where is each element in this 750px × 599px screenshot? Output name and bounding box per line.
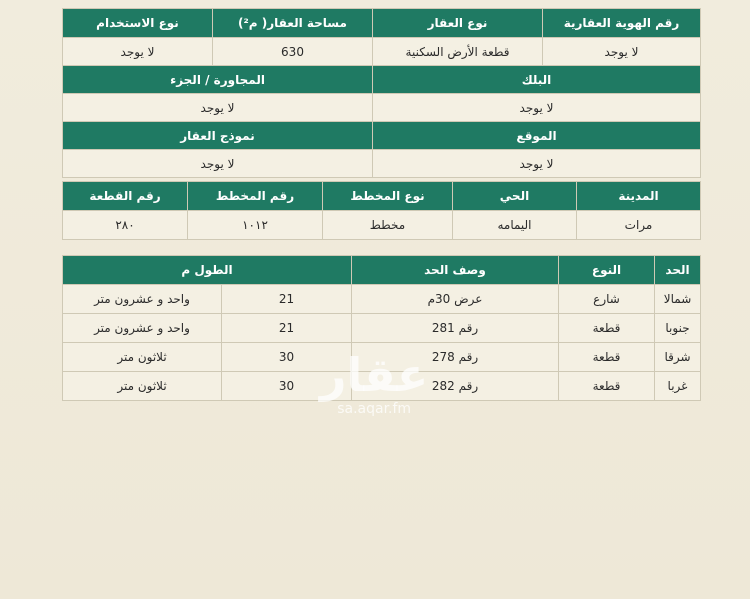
header-boundary-type: النوع [559,256,655,285]
boundary-side: شمالا [655,285,701,314]
boundary-length: 21 [222,285,352,314]
boundary-length: 30 [222,343,352,372]
value-plan-number: ١٠١٢ [188,211,323,240]
boundary-length-text: ثلاثون متر [63,343,222,372]
value-plot-number: ٢٨٠ [63,211,188,240]
boundary-length-text: واحد و عشرون متر [63,314,222,343]
boundary-side: غربا [655,372,701,401]
value-location: لا يوجد [373,150,701,178]
boundary-type: قطعة [559,343,655,372]
property-info-table [62,8,701,178]
header-location: الموقع [373,122,701,150]
boundary-length-text: واحد و عشرون متر [63,285,222,314]
value-property-area: 630 [213,38,373,66]
property-header-row-1 [63,9,701,38]
value-neighborhood-part: لا يوجد [63,94,373,122]
boundary-type: قطعة [559,314,655,343]
header-boundary-description: وصف الحد [352,256,559,285]
value-block: لا يوجد [373,94,701,122]
header-plan-number: رقم المخطط [188,182,323,211]
header-plot-number: رقم القطعة [63,182,188,211]
table-row [63,314,701,343]
value-district: اليمامه [453,211,577,240]
plan-header-row [63,182,701,211]
boundary-description: رقم 281 [352,314,559,343]
boundary-type: قطعة [559,372,655,401]
value-property-model: لا يوجد [63,150,373,178]
plan-info-table [62,181,701,240]
boundary-description: رقم 282 [352,372,559,401]
boundary-description: رقم 278 [352,343,559,372]
header-property-type: نوع العقار [373,9,543,38]
property-value-row-3 [63,150,701,178]
boundaries-header-row [63,256,701,285]
header-usage-type: نوع الاستخدام [63,9,213,38]
header-boundary-side: الحد [655,256,701,285]
header-neighborhood-part: المجاورة / الجزء [63,66,373,94]
property-value-row-2 [63,94,701,122]
property-header-row-3 [63,122,701,150]
header-property-id: رقم الهوية العقارية [543,9,701,38]
value-plan-type: مخطط [323,211,453,240]
plan-value-row [63,211,701,240]
header-city: المدينة [577,182,701,211]
value-city: مرات [577,211,701,240]
header-boundary-length: الطول م [63,256,352,285]
header-district: الحي [453,182,577,211]
value-property-id: لا يوجد [543,38,701,66]
table-row [63,372,701,401]
header-property-model: نموذج العقار [63,122,373,150]
header-plan-type: نوع المخطط [323,182,453,211]
boundary-description: عرض 30م [352,285,559,314]
header-block: البلك [373,66,701,94]
header-property-area: مساحة العقار( م²) [213,9,373,38]
boundary-length-text: ثلاثون متر [63,372,222,401]
property-header-row-2 [63,66,701,94]
boundary-side: جنوبا [655,314,701,343]
value-property-type: قطعة الأرض السكنية [373,38,543,66]
property-value-row-1 [63,38,701,66]
table-row [63,343,701,372]
table-row [63,285,701,314]
boundary-type: شارع [559,285,655,314]
boundary-length: 30 [222,372,352,401]
boundaries-table [62,255,701,401]
aqar-logo: عقار [320,348,429,402]
value-usage-type: لا يوجد [63,38,213,66]
boundary-length: 21 [222,314,352,343]
boundary-side: شرقا [655,343,701,372]
aqar-url: sa.aqar.fm [337,401,412,417]
